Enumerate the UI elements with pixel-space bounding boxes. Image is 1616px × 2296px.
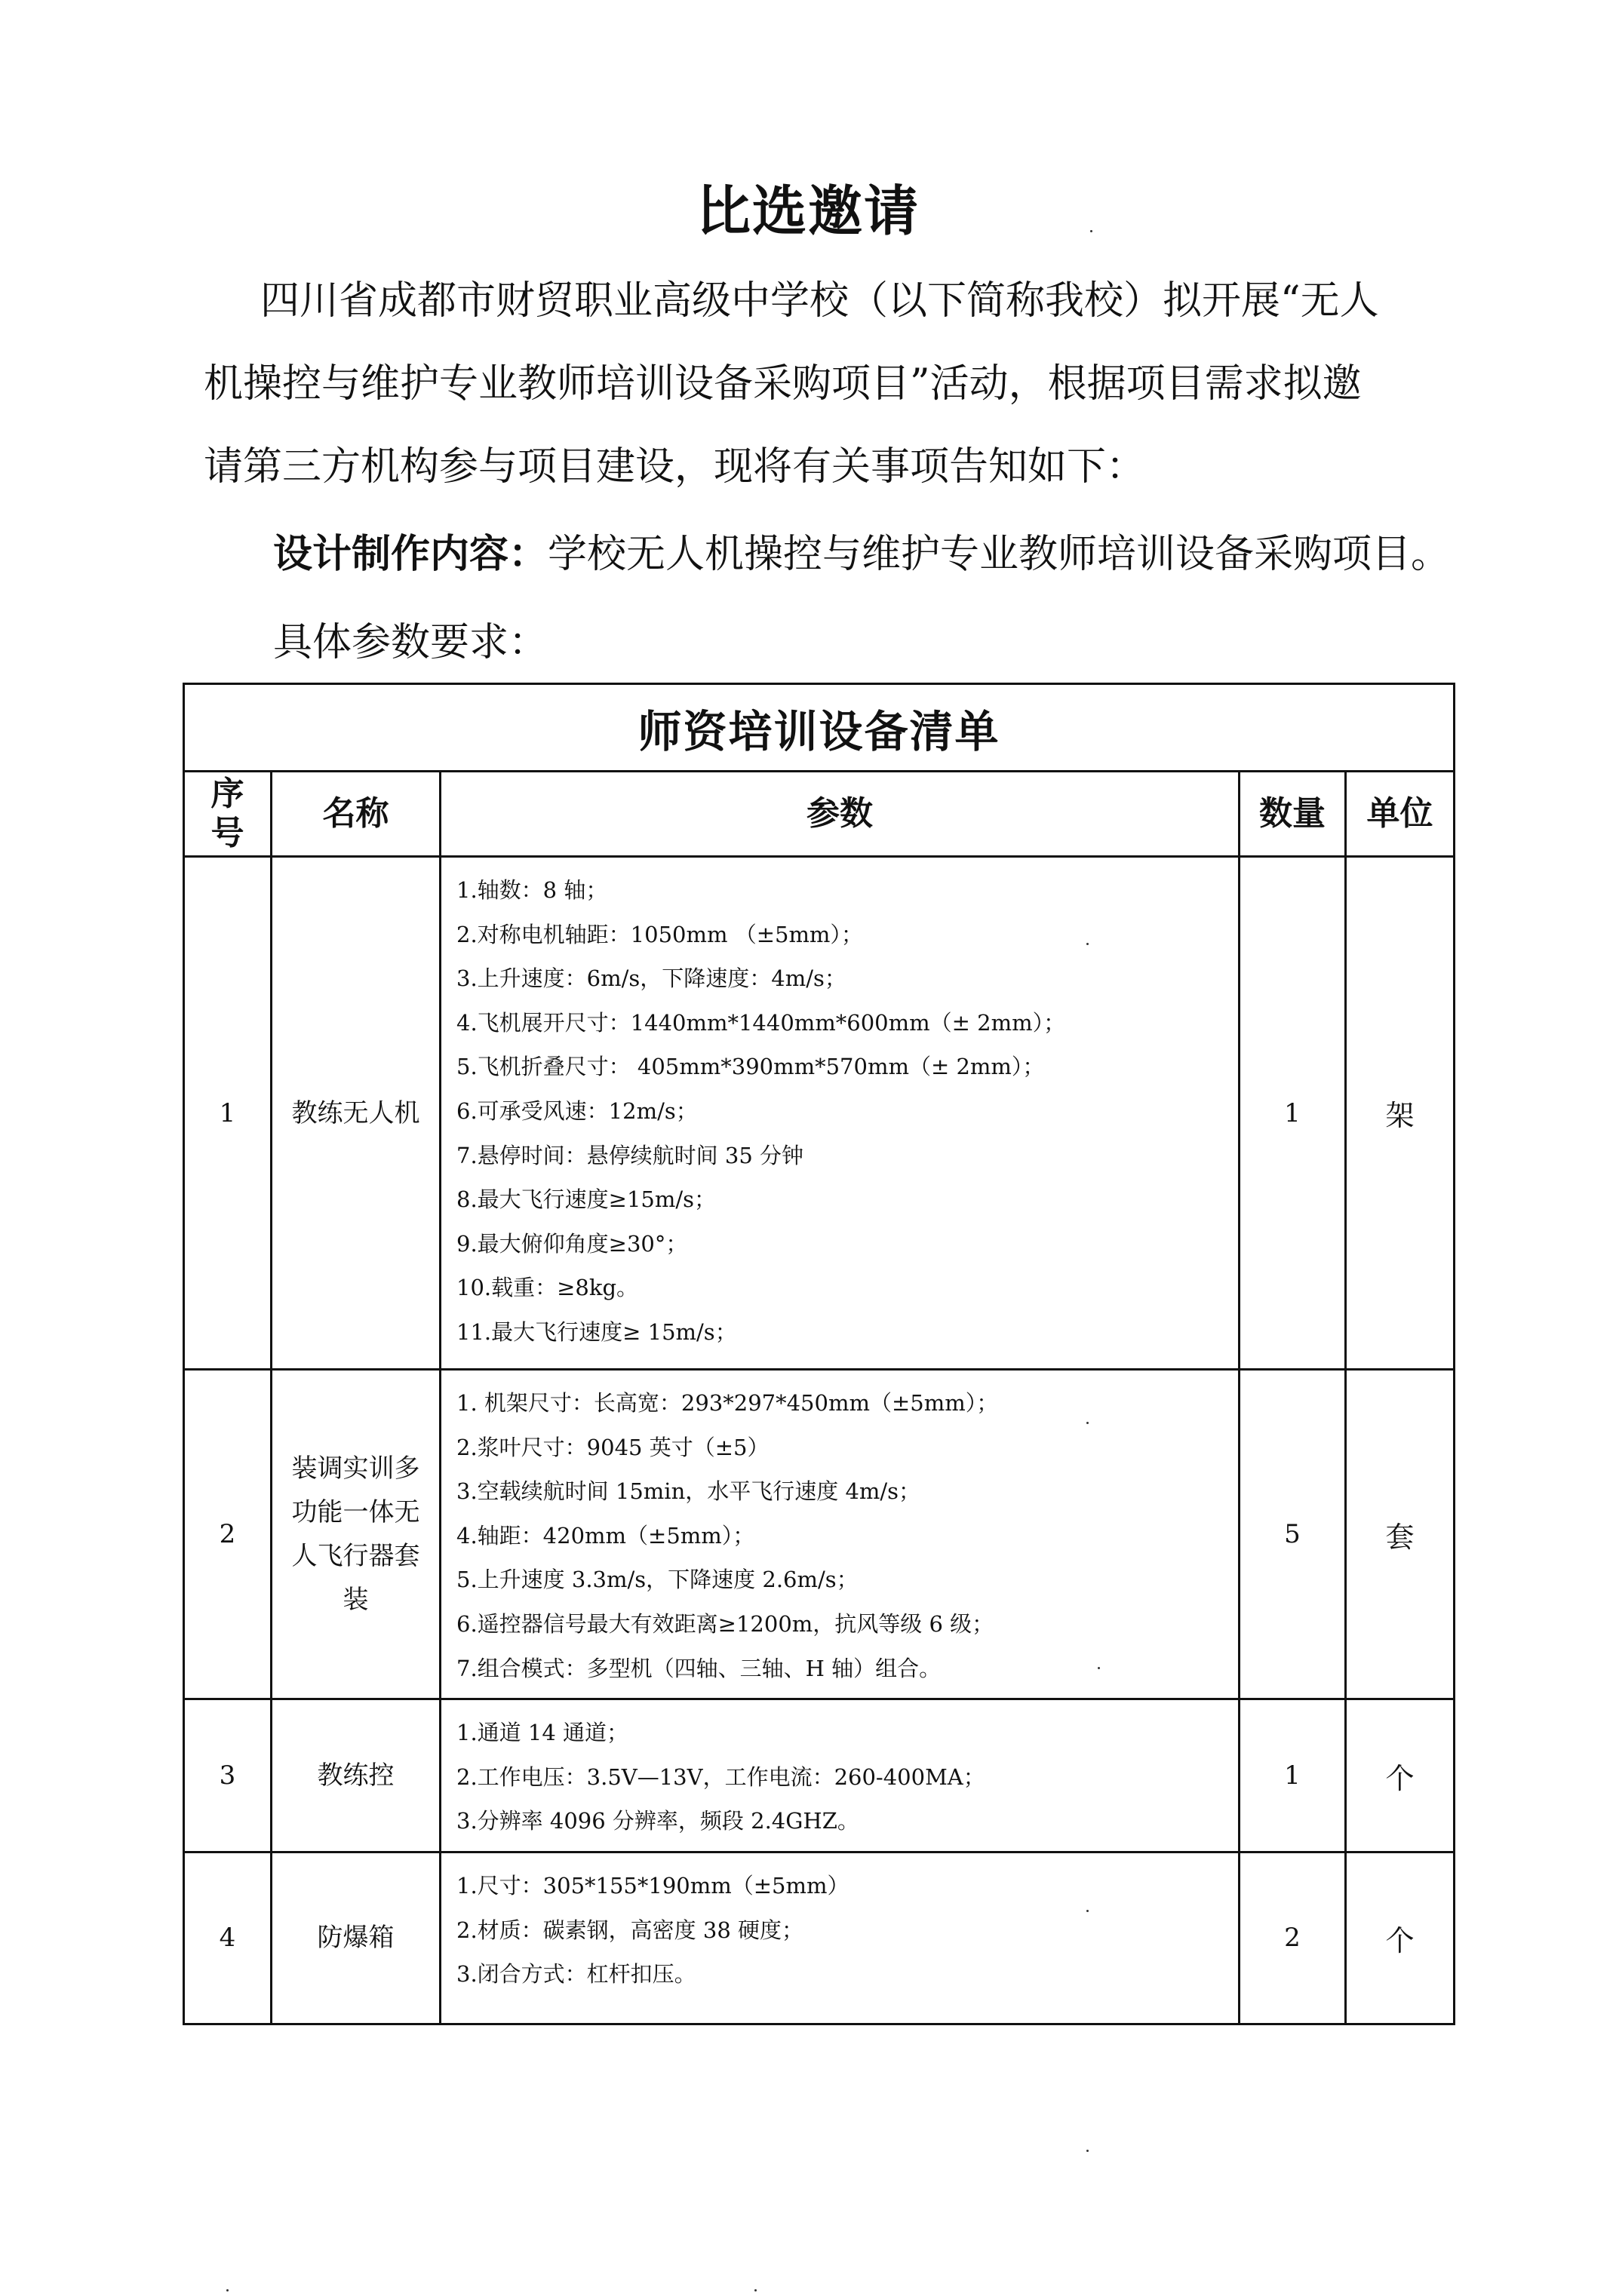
row-qty: 5 (1240, 1370, 1346, 1699)
row-index: 2 (184, 1370, 272, 1699)
document-title: 比选邀请 (696, 180, 920, 243)
param-line: 6.可承受风速：12m/s； (456, 1097, 698, 1124)
intro-line-1: 四川省成都市财贸职业高级中学校（以下简称我校）拟开展“无人 (260, 278, 1379, 324)
table-row (184, 857, 1455, 1370)
param-line: 5.飞机折叠尺寸： 405mm*390mm*570mm（± 2mm）； (456, 1054, 1045, 1080)
header-index-line-1: 序 (210, 775, 244, 813)
row-index: 3 (184, 1699, 272, 1852)
param-line: 4.轴距：420mm（±5mm）； (456, 1522, 755, 1549)
param-line: 7.悬停时间：悬停续航时间 35 分钟 (456, 1142, 804, 1168)
intro-line-2: 机操控与维护专业教师培训设备采购项目”活动，根据项目需求拟邀 (204, 361, 1362, 407)
header-params: 参数 (441, 772, 1240, 857)
param-line: 1.尺寸：305*155*190mm（±5mm） (456, 1872, 849, 1898)
row-unit: 个 (1346, 1852, 1455, 2024)
row-index: 4 (184, 1852, 272, 2024)
params-heading: 具体参数要求： (273, 620, 548, 665)
table-header-row (184, 772, 1455, 857)
row-name: 教练控 (272, 1699, 441, 1852)
row-params (441, 1852, 1240, 2024)
row-unit: 架 (1346, 857, 1455, 1370)
row-name: 教练无人机 (272, 857, 441, 1370)
header-qty: 数量 (1240, 772, 1346, 857)
row-name (272, 1370, 441, 1699)
scan-speck (1086, 943, 1089, 945)
scan-speck (754, 2289, 757, 2291)
scan-speck (226, 2289, 229, 2291)
table-row (184, 1852, 1455, 2024)
param-line: 9.最大俯仰角度≥30°； (456, 1230, 688, 1257)
param-line: 8.最大飞行速度≥15m/s； (456, 1186, 717, 1213)
row-qty: 1 (1240, 1699, 1346, 1852)
equipment-table (183, 683, 1455, 2025)
param-line: 1. 机架尺寸：长高宽：293*297*450mm（±5mm）； (456, 1390, 999, 1416)
header-name: 名称 (272, 772, 441, 857)
row-name: 防爆箱 (272, 1852, 441, 2024)
row-index: 1 (184, 857, 272, 1370)
content-label: 设计制作内容： (273, 532, 548, 577)
param-line: 2.材质：碳素钢，高密度 38 硬度； (456, 1917, 804, 1943)
param-line: 1.轴数：8 轴； (456, 877, 608, 903)
param-line: 6.遥控器信号最大有效距离≥1200m，抗风等级 6 级； (456, 1610, 994, 1637)
row-params (441, 1699, 1240, 1852)
row-params (441, 1370, 1240, 1699)
row-params (441, 857, 1240, 1370)
scan-speck (1086, 1422, 1089, 1424)
table-row (184, 1699, 1455, 1852)
row-unit: 套 (1346, 1370, 1455, 1699)
header-unit: 单位 (1346, 772, 1455, 857)
param-line: 7.组合模式：多型机（四轴、三轴、H 轴）组合。 (456, 1655, 942, 1681)
scan-speck (1086, 1910, 1089, 1912)
intro-line-3: 请第三方机构参与项目建设，现将有关事项告知如下： (204, 444, 1146, 490)
param-line: 4.飞机展开尺寸：1440mm*1440mm*600mm（± 2mm）； (456, 1009, 1066, 1036)
param-line: 2.对称电机轴距：1050mm （±5mm）； (456, 921, 863, 947)
param-line: 11.最大飞行速度≥ 15m/s； (456, 1318, 737, 1345)
scan-speck (1098, 1667, 1100, 1669)
param-line: 2.工作电压：3.5V—13V，工作电流：260-400MA； (456, 1763, 985, 1790)
scan-speck (1086, 2150, 1089, 2152)
row-name-line: 装调实训多 (291, 1453, 420, 1484)
table-row (184, 1370, 1455, 1699)
param-line: 5.上升速度 3.3m/s，下降速度 2.6m/s； (456, 1567, 859, 1593)
param-line: 3.上升速度：6m/s，下降速度：4m/s； (456, 965, 846, 992)
content-text: 学校无人机操控与维护专业教师培训设备采购项目。 (548, 532, 1451, 577)
param-line: 2.浆叶尺寸：9045 英寸（±5） (456, 1434, 770, 1460)
row-qty: 2 (1240, 1852, 1346, 2024)
param-line: 3.闭合方式：杠杆扣压。 (456, 1961, 696, 1988)
param-line: 3.分辨率 4096 分辨率，频段 2.4GHZ。 (456, 1808, 859, 1834)
param-line: 3.空载续航时间 15min，水平飞行速度 4m/s； (456, 1478, 921, 1505)
row-name-line: 人飞行器套 (291, 1541, 420, 1572)
row-unit: 个 (1346, 1699, 1455, 1852)
param-line: 10.载重：≥8kg。 (456, 1275, 639, 1301)
table-caption: 师资培训设备清单 (184, 684, 1455, 772)
scan-speck (1090, 230, 1092, 232)
content-paragraph (273, 534, 1450, 575)
header-index-line-2: 号 (210, 814, 244, 852)
row-name-line: 功能一体无 (291, 1497, 420, 1528)
row-name-line: 装 (343, 1585, 369, 1616)
param-line: 1.通道 14 通道； (456, 1720, 629, 1746)
header-index (184, 772, 272, 857)
row-qty: 1 (1240, 857, 1346, 1370)
